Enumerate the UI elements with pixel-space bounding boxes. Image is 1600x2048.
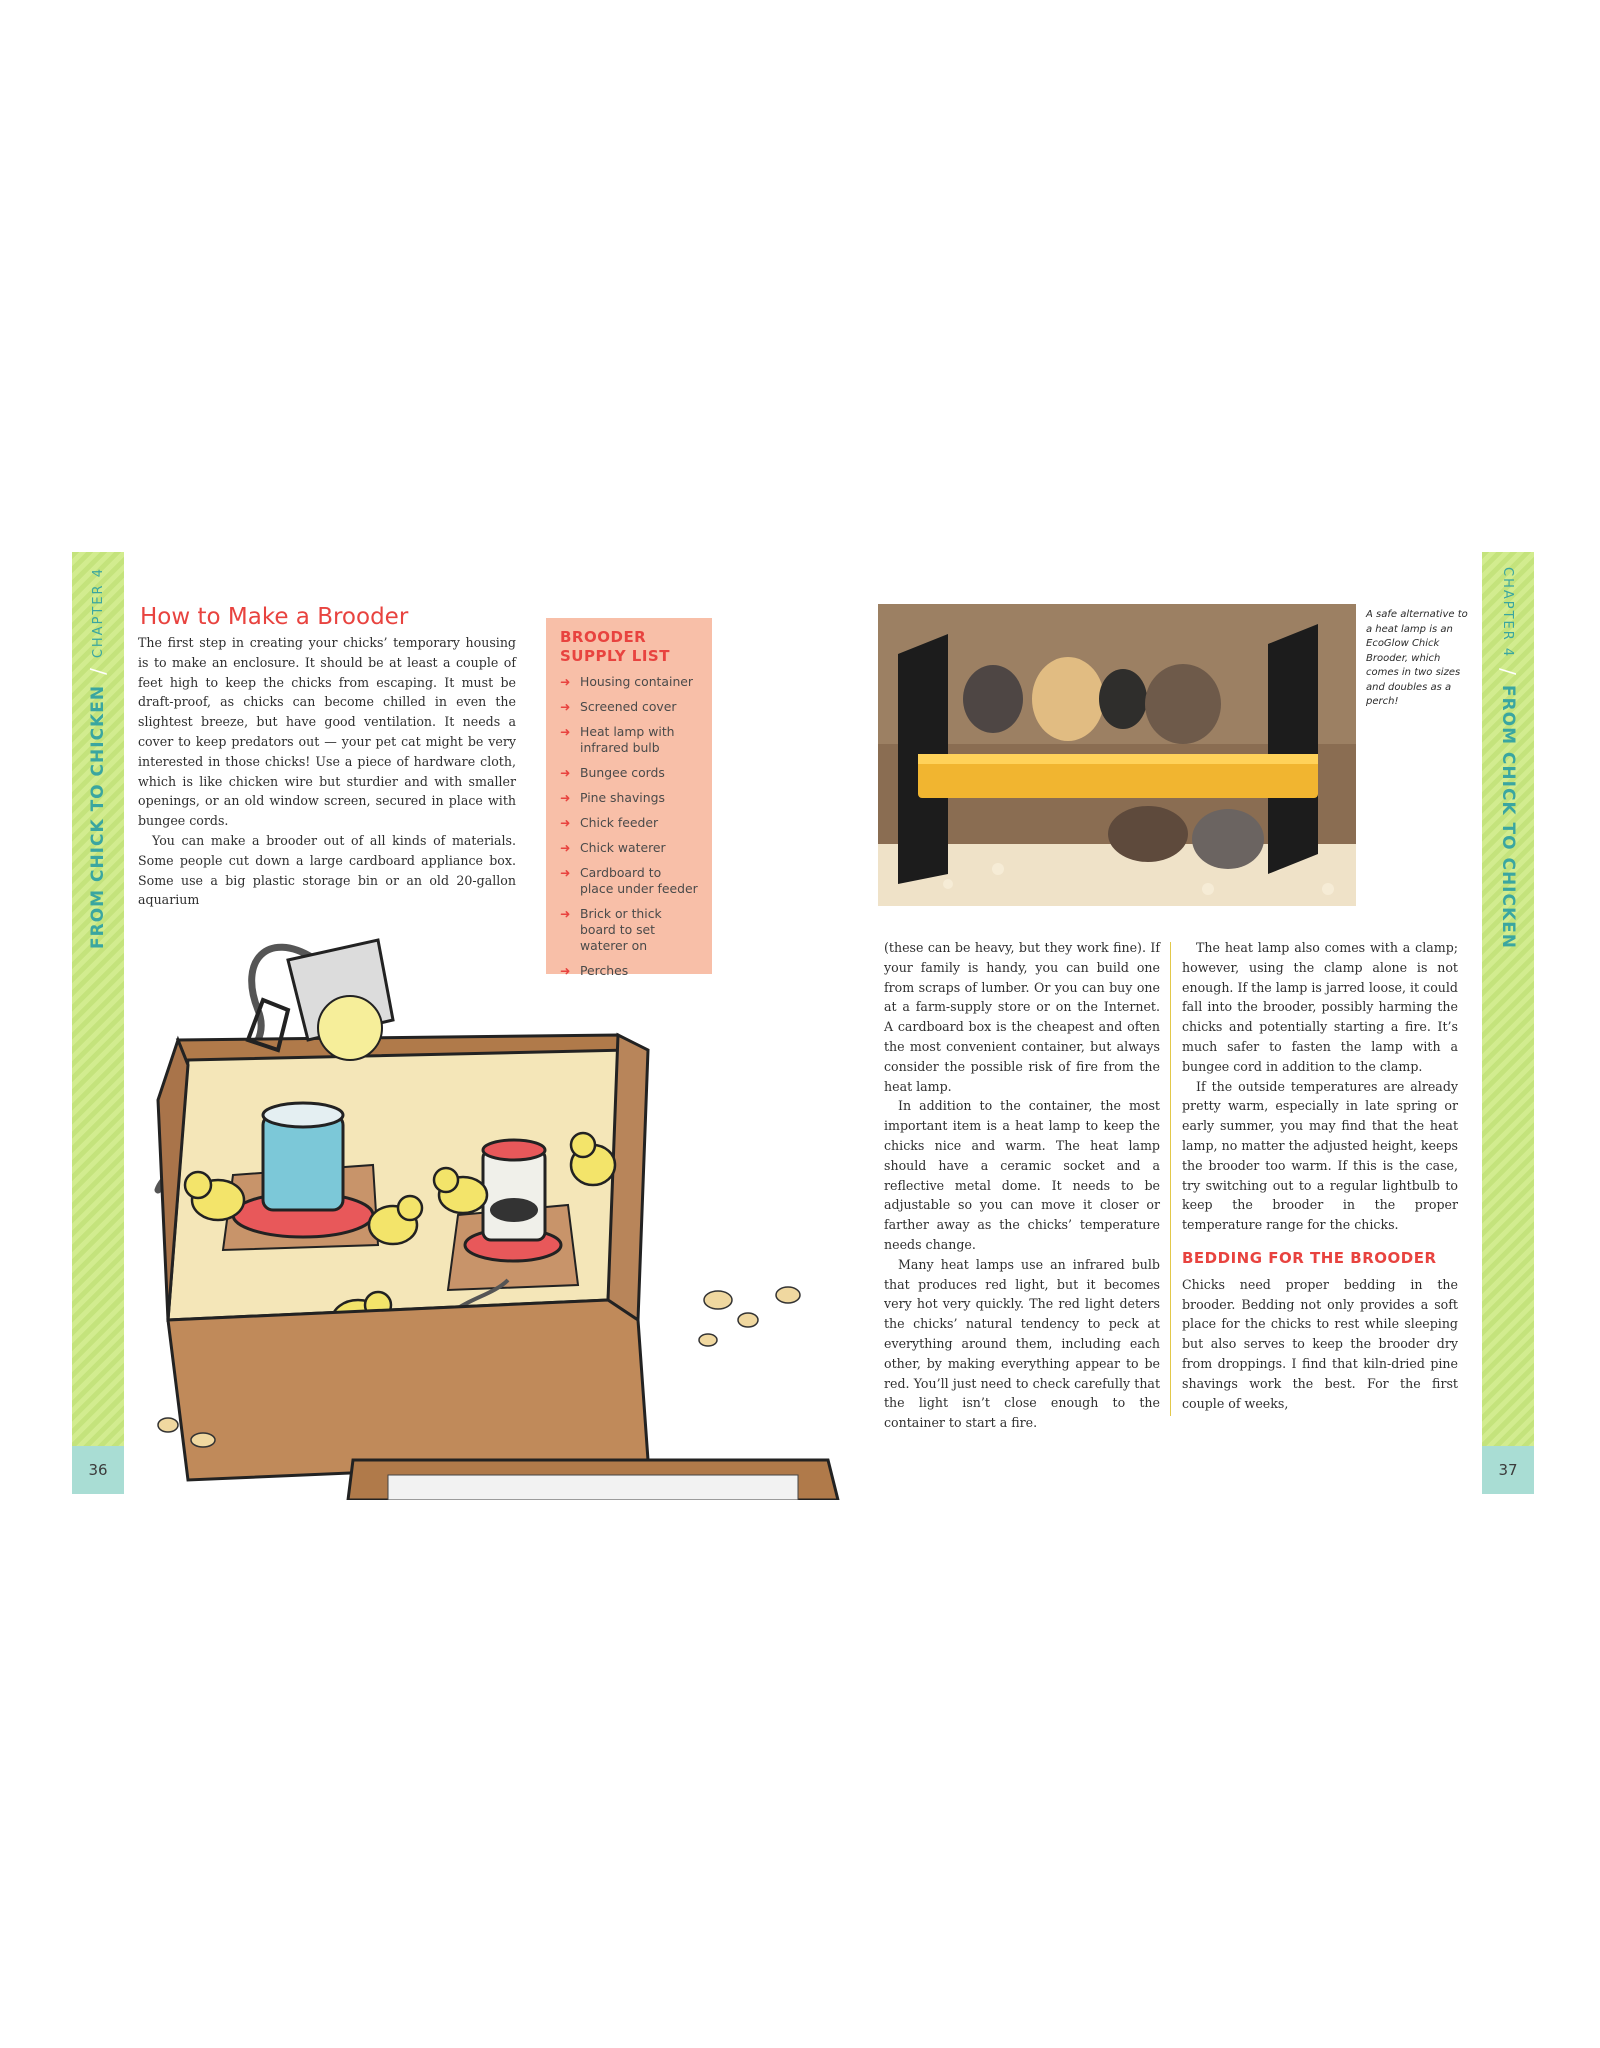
- sidebar-title: BROODER SUPPLY LIST: [560, 628, 670, 665]
- arrow-icon: ➜: [560, 765, 571, 780]
- left-body-column: [138, 633, 516, 910]
- paragraph: Chicks need proper bedding in the brooder. Bedding not only provides a soft place for the chicks to rest while sleeping but also serves to keep the brooder dry from droppings. I find that kiln-dried pine shavings work the best. For the first couple of weeks,: [1182, 1276, 1458, 1411]
- paragraph: The first step in creating your chicks’ temporary housing is to make an enclosure. It should be at least a couple of feet high to keep the chicks from escaping. It must be draft-proof, as chicks can become chilled in even the slightest breeze, but have good ventilation. It needs a cover to keep predators out — your pet cat might be very interested in those chicks! Use a piece of hardware cloth, which is like chicken wire but sturdier and with smaller openings, or an old window screen, secured in place with bungee cords.: [138, 635, 516, 829]
- arrow-icon: ➜: [560, 963, 571, 978]
- paragraph: You can make a brooder out of all kinds of materials. Some people cut down a large cardboard appliance box. Some use a big plastic storage bin or an old 20-gallon aquarium: [138, 832, 516, 908]
- paragraph: The heat lamp also comes with a clamp; however, using the clamp alone is not enough. If the lamp is jarred loose, it could fall into the brooder, possibly harming the chicks and potentially starting a fire. It’s much safer to fasten the lamp with a bungee cord in addition to the clamp.: [1182, 940, 1458, 1074]
- arrow-icon: ➜: [560, 906, 571, 921]
- right-body-column-1: [884, 938, 1160, 1433]
- book-section-label: FROM CHICK TO CHICKEN: [1498, 684, 1519, 950]
- brooder-illustration: [128, 900, 888, 1500]
- paragraph: If the outside temperatures are already pretty warm, especially in late spring or early summer, you may find that the heat lamp, no matter the adjusted height, keeps the brooder too warm. If this is the case, try switching out to a regular lightbulb to keep the brooder in the proper temperature range for the chicks.: [1182, 1078, 1458, 1233]
- arrow-icon: ➜: [560, 865, 571, 880]
- list-item: ➜ Chick feeder: [560, 815, 659, 830]
- arrow-icon: ➜: [560, 699, 571, 714]
- arrow-icon: ➜: [560, 674, 571, 689]
- paragraph: Many heat lamps use an infrared bulb that produces red light, but it becomes very hot very quickly. The red light deters the chicks’ natural tendency to peck at everything around them, including each other, by making everything appear to be red. You’ll just need to check carefully that the light isn’t close enough to the container to start a fire.: [884, 1256, 1160, 1431]
- list-item: ➜ Brick or thick board to set waterer on: [560, 906, 662, 953]
- list-item: ➜ Chick waterer: [560, 840, 666, 855]
- subheading: BEDDING FOR THE BROODER: [1182, 1248, 1437, 1267]
- column-divider: [1170, 942, 1171, 1416]
- list-item: ➜ Bungee cords: [560, 765, 665, 780]
- chick-brooder-photo: [878, 604, 1356, 906]
- photo-caption: A safe alternative to a heat lamp is an EcoGlow Chick Brooder, which comes in two sizes and doubles as a perch!: [1366, 609, 1468, 707]
- book-section-label: FROM CHICK TO CHICKEN: [88, 684, 109, 950]
- arrow-icon: ➜: [560, 815, 571, 830]
- page-number-right: 37: [1482, 1446, 1534, 1494]
- list-item: ➜ Perches: [560, 963, 629, 978]
- chapter-label: CHAPTER 4: [1500, 566, 1516, 659]
- list-item: ➜ Screened cover: [560, 699, 677, 714]
- paragraph: (these can be heavy, but they work fine). If your family is handy, you can build one from scraps of lumber. Or you can buy one at a farm-supply store or on the Internet. A cardboard box is the cheapest and often the most convenient container, but always consider the possible risk of fire from the heat lamp.: [884, 940, 1160, 1094]
- chapter-label: CHAPTER 4: [90, 566, 106, 659]
- arrow-icon: ➜: [560, 840, 571, 855]
- list-item: ➜ Pine shavings: [560, 790, 665, 805]
- page-number-left: 36: [72, 1446, 124, 1494]
- list-item: ➜ Housing container: [560, 674, 694, 689]
- list-item: ➜ Cardboard to place under feeder: [560, 865, 698, 896]
- list-item: ➜ Heat lamp with infrared bulb: [560, 724, 675, 755]
- right-body-column-2: [1182, 938, 1458, 1413]
- section-heading: How to Make a Brooder: [140, 604, 409, 630]
- left-running-header: FROM CHICK TO CHICKEN / CHAPTER 4: [86, 566, 111, 950]
- arrow-icon: ➜: [560, 790, 571, 805]
- right-running-header: CHAPTER 4 / FROM CHICK TO CHICKEN: [1496, 566, 1521, 950]
- arrow-icon: ➜: [560, 724, 571, 739]
- paragraph: In addition to the container, the most important item is a heat lamp to keep the chicks nice and warm. The heat lamp should have a ceramic socket and a reflective metal dome. It needs to be adjustable so you can move it closer or farther away as the chicks’ temperature needs change.: [884, 1098, 1160, 1252]
